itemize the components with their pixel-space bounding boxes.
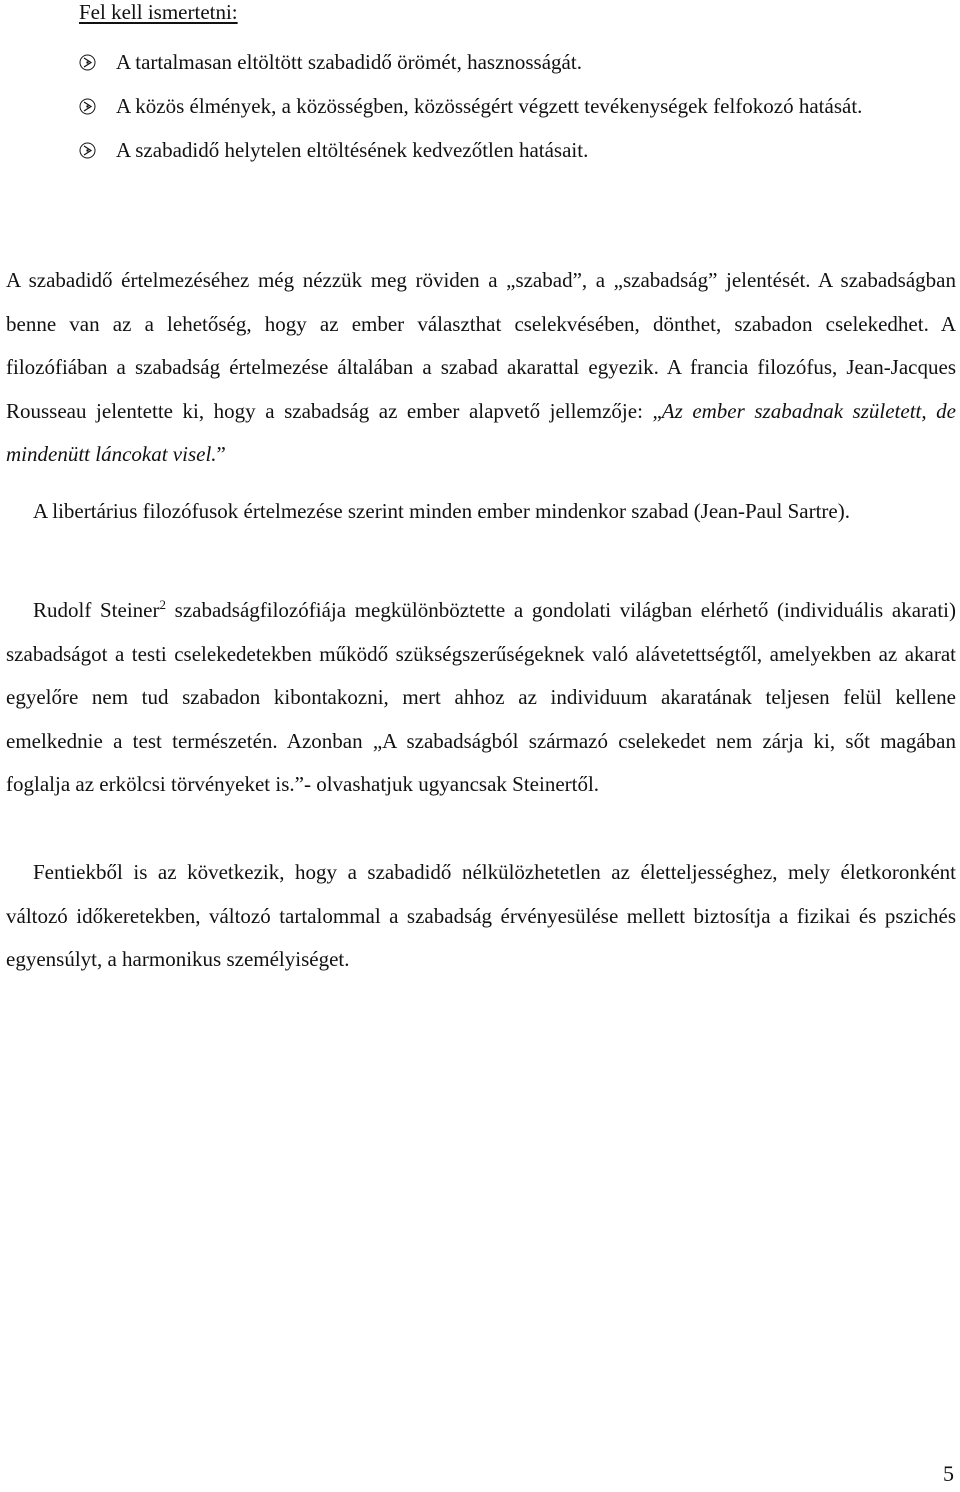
footnote-marker: 2 [159,597,166,612]
bullet-text: A szabadidő helytelen eltöltésének kedvezőtlen hatásait. [116,138,589,162]
paragraph-text: Rudolf Steiner [33,598,160,622]
closing-quote-mark: ” [216,442,226,466]
bullet-text: A közös élmények, a közösségben, közösségért végzett tevékenységek felfokozó hatását. [116,94,863,118]
paragraph-text: A szabadidő értelmezéséhez még nézzük meg röviden a „szabad”, a „szabadság” jelentését. A szabadságban benne van az a lehetőség, hogy az ember választhat cselekvésében, dönthet, szabadon cselekedhet. A filozófiában a szabadság értelmezése általában a szabad akarattal egyezik. A francia filozófus, Jean-Jacques Rousseau jelentette ki, hogy a szabadság az ember alapvető jellemzője: „ [6,268,956,423]
list-item [79,84,955,128]
rousseau-quote: Az ember szabadnak született, de mindenütt láncokat visel. [6,398,956,466]
bullet-icon [79,54,96,71]
list-item [79,40,955,84]
bullet-list [79,40,955,172]
paragraph-conclusion: Fentiekből is az következik, hogy a szabadidő nélkülözhetetlen az életteljességhez, mely életkoronként változó időkeretekben, változó tartalommal a szabadság érvényesülése mellett biztosítja a fizikai és pszichés egyensúlyt, a harmonikus személyiséget. [6,860,956,971]
section-heading: Fel kell ismertetni: [79,0,238,24]
paragraph-text: szabadságfilozófiája megkülönböztette a gondolati világban elérhető (individuális akarati) szabadságot a testi cselekedetekben működő szükségszerűségeknek való alávetettségtől, amelyekben az akarat egyelőre nem tud szabadon kibontakozni, mert ahhoz az individuum akaratának teljesen felül kellene emelkednie a test természetén. Azonban „A szabadságból származó cselekedet nem zárja ki, sőt magában foglalja az erkölcsi törvényeket is.”- olvashatjuk ugyancsak Steinertől. [6,598,956,796]
paragraph-steiner [6,589,956,807]
bullet-icon [79,142,96,159]
bullet-text: A tartalmasan eltöltött szabadidő örömét, hasznosságát. [116,50,582,74]
bullet-icon [79,98,96,115]
list-item [79,128,955,172]
page-number: 5 [943,1461,954,1486]
paragraph-freedom-definition [6,259,956,477]
paragraph-libertarian: A libertárius filozófusok értelmezése szerint minden ember mindenkor szabad (Jean-Paul Sartre). [33,499,850,523]
